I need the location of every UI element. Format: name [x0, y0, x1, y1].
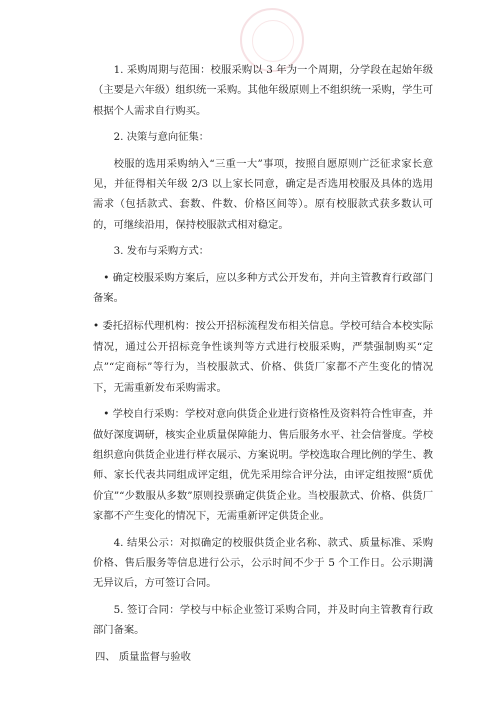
bullet-publish-plan: • 确定校服采购方案后，应以多种方式公开发布，并向主管教育行政部门备案。 — [93, 271, 433, 305]
paragraph-result-publicity: 4. 结果公示：对拟确定的校服供货企业名称、款式、质量标准、采购价格、售后服务等信息进行公示，公示时间不少于 5 个工作日。公示期满无异议后，方可签订合同。 — [93, 536, 433, 590]
heading-decision: 2. 决策与意向征集： — [113, 131, 210, 144]
section-heading-quality: 四、 质量监督与验收 — [95, 650, 191, 663]
bullet-tender-agent: • 委托招标代理机构：按公开招标流程发布相关信息。学校可结合本校实际情况，通过公开招标竞争性谈判等方式进行校服采购，严禁强制购买“定点”“定商标”等行为，当校服款式、价格、供货厂家都不产生变化的情况下，无需重新发布采购需求。 — [93, 320, 433, 394]
paragraph-sign-contract: 5. 签订合同：学校与中标企业签订采购合同，并及时向主管教育行政部门备案。 — [93, 603, 433, 637]
paragraph-procurement-cycle: 1. 采购周期与范围：校服采购以 3 年为一个周期，分学段在起始年级（主要是六年级）组织统一采购。其他年级原则上不组织统一采购，学生可根据个人需求自行购买。 — [93, 64, 433, 117]
heading-publish: 3. 发布与采购方式： — [113, 245, 210, 258]
paragraph-decision: 校服的选用采购纳入“三重一大”事项，按照自愿原则广泛征求家长意见，并征得相关年级 2/3 以上家长同意，确定是否选用校服及具体的选用需求（包括款式、套数、件数、价格区间等）。原有校服款式获多数认可的，可继续沿用，保持校服款式相对稳定。 — [93, 157, 433, 231]
document-body — [93, 60, 433, 667]
bullet-self-procurement: • 学校自行采购：学校对意向供货企业进行资格性及资料符合性审查，并做好深度调研，核实企业质量保障能力、售后服务水平、社会信誉度。学校组织意向供货企业进行样衣展示、方案说明。学校选取合理比例的学生、教师、家长代表共同组成评定组，优先采用综合评分法，由评定组按照“质优价宜”“少数服从多数”原则投票确定供货企业。当校服款式、价格、供货厂家都不产生变化的情况下，无需重新评定供货企业。 — [93, 408, 433, 523]
